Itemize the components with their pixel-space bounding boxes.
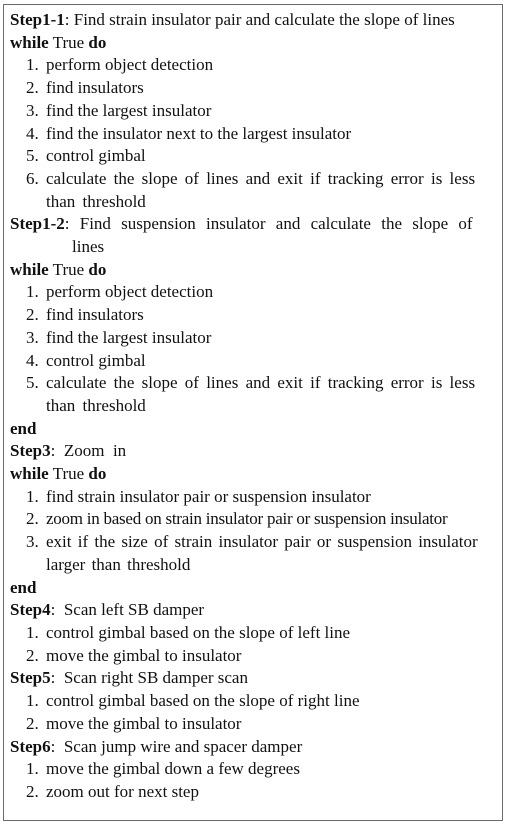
item-number: 3. (26, 100, 39, 120)
item-text: find insulators (46, 305, 144, 325)
item-text: move the gimbal to insulator (46, 713, 242, 733)
item-text: move the gimbal down a few degrees (46, 759, 300, 779)
item-text: zoom out for next step (46, 781, 199, 801)
list-item (10, 304, 494, 327)
end-keyword: end (10, 577, 37, 597)
step-heading (10, 213, 494, 258)
step-heading (10, 9, 494, 32)
step-label: Step5 (10, 668, 51, 688)
list-item (10, 168, 494, 213)
list-item (10, 100, 494, 123)
item-number: 1. (26, 622, 39, 642)
step-heading (10, 667, 494, 690)
item-text: move the gimbal to insulator (46, 645, 242, 665)
list-item (10, 508, 494, 531)
item-text: find strain insulator pair or suspension insulator (46, 486, 371, 506)
item-text: control gimbal (46, 350, 146, 370)
while-loop-header (10, 32, 494, 55)
while-keyword: while (10, 259, 49, 279)
do-keyword: do (88, 464, 107, 484)
item-number: 4. (26, 123, 39, 143)
list-item (10, 372, 494, 417)
item-text: control gimbal based on the slope of left line (46, 622, 351, 642)
end-keyword: end (10, 418, 37, 438)
list-item (10, 758, 494, 781)
step-description: : Scan right SB damper scan (50, 668, 248, 688)
item-number: 4. (26, 350, 39, 370)
step-label: Step3 (10, 441, 51, 461)
loop-condition: True (48, 32, 89, 52)
item-number: 2. (26, 305, 39, 325)
item-number: 1. (26, 55, 39, 75)
list-item (10, 531, 494, 576)
while-loop-header (10, 463, 494, 486)
step-heading (10, 736, 494, 759)
list-item (10, 77, 494, 100)
item-text: control gimbal based on the slope of right line (46, 691, 360, 711)
step-label: Step1-2 (10, 214, 65, 234)
step-description: : Find suspension insulator and calculate the slope of (64, 214, 473, 234)
item-number: 2. (26, 645, 39, 665)
item-number: 1. (26, 691, 39, 711)
while-keyword: while (10, 32, 49, 52)
item-text: calculate the slope of lines and exit if tracking error is less than threshold (46, 168, 476, 211)
do-keyword: do (88, 259, 107, 279)
while-loop-header (10, 259, 494, 282)
item-number: 3. (26, 327, 39, 347)
item-number: 1. (26, 759, 39, 779)
item-text: zoom in based on strain insulator pair or suspension insulator (46, 509, 448, 529)
list-item (10, 281, 494, 304)
item-number: 3. (26, 532, 39, 552)
item-number: 2. (26, 781, 39, 801)
item-number: 1. (26, 282, 39, 302)
list-item (10, 123, 494, 146)
loop-condition: True (48, 464, 89, 484)
list-item (10, 327, 494, 350)
item-number: 5. (26, 146, 39, 166)
list-item (10, 486, 494, 509)
step-description: : Zoom in (50, 441, 127, 461)
item-text: control gimbal (46, 146, 146, 166)
list-item (10, 54, 494, 77)
list-item (10, 713, 494, 736)
item-text: find insulators (46, 78, 144, 98)
step-description: : Scan left SB damper (50, 600, 205, 620)
item-text: find the largest insulator (46, 327, 212, 347)
item-text: find the largest insulator (46, 100, 212, 120)
list-item (10, 690, 494, 713)
step-label: Step4 (10, 600, 51, 620)
list-item (10, 781, 494, 804)
list-item (10, 145, 494, 168)
item-number: 2. (26, 713, 39, 733)
item-text: perform object detection (46, 282, 214, 302)
item-number: 2. (26, 78, 39, 98)
item-number: 5. (26, 373, 39, 393)
step-heading (10, 599, 494, 622)
item-number: 6. (26, 168, 39, 188)
while-keyword: while (10, 464, 49, 484)
list-item (10, 350, 494, 373)
step-description-continuation: lines (72, 237, 105, 257)
list-item (10, 622, 494, 645)
step-heading (10, 440, 494, 463)
item-number: 2. (26, 509, 39, 529)
algorithm-box (3, 4, 503, 821)
item-text: exit if the size of strain insulator pair or suspension insulator larger than threshold (46, 532, 478, 574)
item-text: calculate the slope of lines and exit if tracking error is less than threshold (46, 373, 476, 415)
item-text: find the insulator next to the largest insulator (46, 123, 352, 143)
list-item (10, 645, 494, 668)
step-label: Step6 (10, 736, 51, 756)
step-description: : Find strain insulator pair and calculate the slope of lines (64, 10, 455, 29)
step-label: Step1-1 (10, 10, 65, 29)
step-description: : Scan jump wire and spacer damper (50, 736, 303, 756)
do-keyword: do (88, 32, 107, 52)
item-text: perform object detection (46, 55, 214, 75)
item-number: 1. (26, 486, 39, 506)
loop-condition: True (48, 259, 89, 279)
